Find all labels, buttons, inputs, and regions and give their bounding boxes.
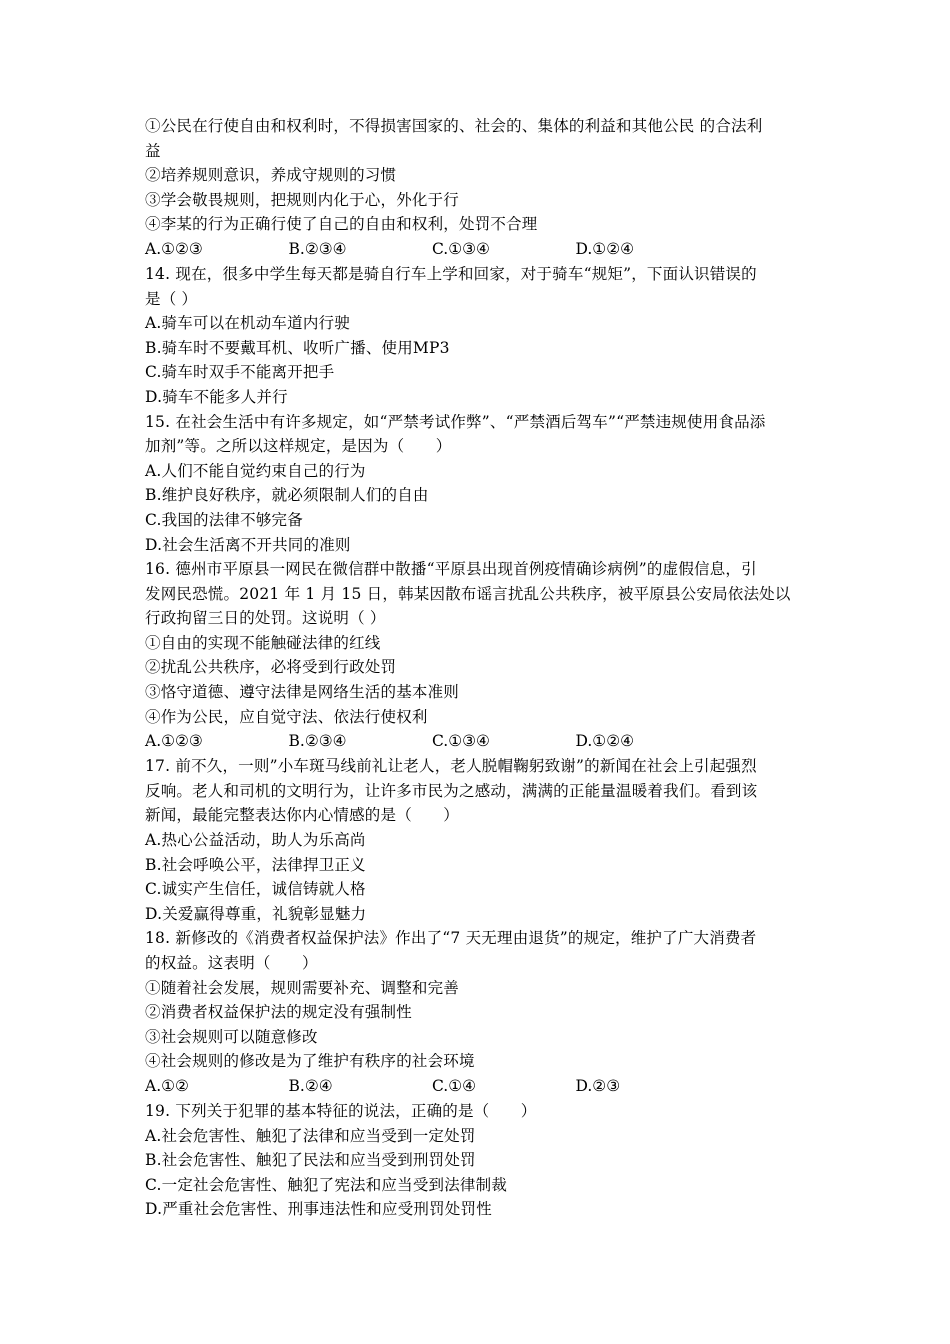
option-a: A.①② xyxy=(145,1076,189,1095)
choice-a: A.社会危害性、触犯了法律和应当受到一定处罚 xyxy=(145,1126,476,1145)
statement: ①自由的实现不能触碰法律的红线 xyxy=(145,633,381,652)
choice-b: B.社会呼唤公平，法律捍卫正义 xyxy=(145,855,366,874)
option-c: C.①④ xyxy=(432,1076,477,1095)
choice-b: B.骑车时不要戴耳机、收听广播、使用MP3 xyxy=(145,338,450,357)
statement: ④作为公民，应自觉守法、依法行使权利 xyxy=(145,707,428,726)
choice-a: A.人们不能自觉约束自己的行为 xyxy=(145,461,366,480)
choice-c: C.我国的法律不够完备 xyxy=(145,510,303,529)
choice-c: C.骑车时双手不能离开把手 xyxy=(145,363,335,382)
question-stem: 19. 下列关于犯罪的基本特征的说法，正确的是（ ） xyxy=(145,1101,537,1120)
option-d: D.①②④ xyxy=(575,732,634,751)
question-stem: 行政拘留三日的处罚。这说明（ ） xyxy=(145,609,386,628)
exam-page xyxy=(145,114,810,1222)
statement: 益 xyxy=(145,141,161,160)
question-13-tail xyxy=(145,114,810,262)
question-stem: 的权益。这表明（ ） xyxy=(145,954,318,972)
question-17 xyxy=(145,754,810,926)
question-19 xyxy=(145,1099,810,1222)
question-stem: 新闻，最能完整表达你内心情感的是（ ） xyxy=(145,806,460,825)
question-stem: 18. 新修改的《消费者权益保护法》作出了“7 天无理由退货”的规定，维护了广大消费者 xyxy=(145,929,757,948)
option-b: B.②③④ xyxy=(288,732,347,751)
option-a: A.①②③ xyxy=(145,732,203,751)
choice-d: D.严重社会危害性、刑事违法性和应受刑罚处罚性 xyxy=(145,1200,492,1219)
question-stem: 15. 在社会生活中有许多规定，如“严禁考试作弊”、“严禁酒后驾车”“严禁违规使用食品添 xyxy=(145,412,766,431)
question-stem: 是（ ） xyxy=(145,289,198,308)
option-d: D.②③ xyxy=(575,1076,621,1095)
question-stem: 反响。老人和司机的文明行为，让许多市民为之感动，满满的正能量温暖着我们。看到该 xyxy=(145,781,758,800)
question-stem: 17. 前不久，一则”小车斑马线前礼让老人，老人脱帽鞠躬致谢”的新闻在社会上引起强烈 xyxy=(145,757,757,776)
option-c: C.①③④ xyxy=(432,239,490,258)
choice-d: D.骑车不能多人并行 xyxy=(145,387,288,406)
statement: ③学会敬畏规则，把规则内化于心，外化于行 xyxy=(145,190,460,209)
statement: ①公民在行使自由和权利时，不得损害国家的、社会的、集体的利益和其他公民 的合法利 xyxy=(145,117,763,135)
choice-a: A.骑车可以在机动车道内行驶 xyxy=(145,314,350,333)
question-14 xyxy=(145,262,810,410)
question-18 xyxy=(145,926,810,1099)
question-stem: 16. 德州市平原县一网民在微信群中散播“平原县出现首例疫情确诊病例”的虚假信息，引 xyxy=(145,560,757,579)
option-b: B.②③④ xyxy=(288,239,347,258)
choice-a: A.热心公益活动，助人为乐高尚 xyxy=(145,831,366,850)
statement: ③社会规则可以随意修改 xyxy=(145,1027,318,1046)
option-c: C.①③④ xyxy=(432,732,490,751)
answer-options xyxy=(145,729,810,754)
choice-b: B.维护良好秩序，就必须限制人们的自由 xyxy=(145,486,429,505)
answer-options xyxy=(145,237,810,262)
question-15 xyxy=(145,410,810,558)
statement: ①随着社会发展，规则需要补充、调整和完善 xyxy=(145,978,460,997)
choice-c: C.诚实产生信任，诚信铸就人格 xyxy=(145,880,366,899)
statement: ④李某的行为正确行使了自己的自由和权利，处罚不合理 xyxy=(145,215,538,234)
option-b: B.②④ xyxy=(288,1076,333,1095)
statement: ②培养规则意识，养成守规则的习惯 xyxy=(145,166,397,185)
question-16 xyxy=(145,557,810,754)
statement: ④社会规则的修改是为了维护有秩序的社会环境 xyxy=(145,1052,475,1071)
question-stem: 加剂”等。之所以这样规定，是因为（ ） xyxy=(145,437,452,456)
question-stem: 发网民恐慌。2021 年 1 月 15 日，韩某因散布谣言扰乱公共秩序，被平原县公安局依法处以 xyxy=(145,584,791,603)
choice-d: D.社会生活离不开共同的准则 xyxy=(145,535,351,554)
option-a: A.①②③ xyxy=(145,239,203,258)
choice-d: D.关爱赢得尊重，礼貌彰显魅力 xyxy=(145,904,367,923)
option-d: D.①②④ xyxy=(575,239,634,258)
question-stem: 14. 现在，很多中学生每天都是骑自行车上学和回家，对于骑车“规矩”，下面认识错误的 xyxy=(145,264,757,283)
statement: ②扰乱公共秩序，必将受到行政处罚 xyxy=(145,658,397,677)
answer-options xyxy=(145,1074,810,1099)
choice-b: B.社会危害性、触犯了民法和应当受到刑罚处罚 xyxy=(145,1151,476,1170)
choice-c: C.一定社会危害性、触犯了宪法和应当受到法律制裁 xyxy=(145,1175,508,1194)
statement: ③恪守道德、遵守法律是网络生活的基本准则 xyxy=(145,683,460,702)
statement: ②消费者权益保护法的规定没有强制性 xyxy=(145,1003,412,1022)
